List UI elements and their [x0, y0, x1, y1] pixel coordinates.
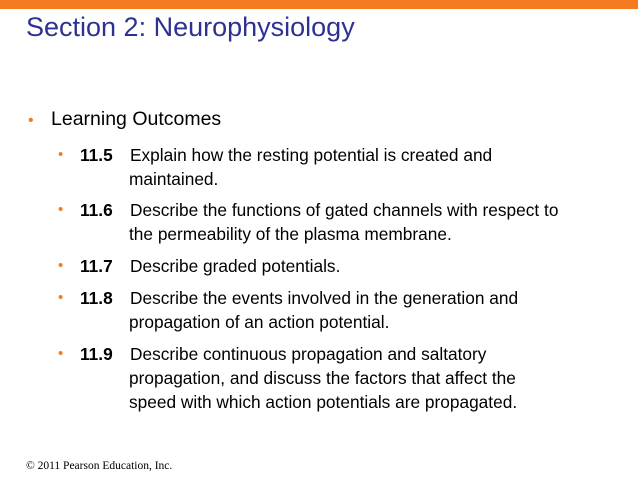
outcome-text-line: speed with which action potentials are propagated.	[129, 392, 518, 412]
outcome-item-11-6	[58, 198, 558, 246]
outcome-text-line: the permeability of the plasma membrane.	[129, 224, 452, 244]
outcome-number: 11.7	[80, 256, 113, 276]
outcome-item-11-7	[58, 254, 340, 278]
bullet-icon: •	[58, 345, 64, 362]
outcome-item-11-5	[58, 143, 492, 191]
heading-text: Learning Outcomes	[51, 108, 222, 130]
outcome-text-line: Describe the functions of gated channels with respect to	[130, 200, 559, 220]
outcome-text-line: propagation, and discuss the factors that affect the	[129, 368, 516, 388]
outcome-item-11-8	[58, 286, 518, 334]
outcome-item-11-9	[58, 342, 517, 414]
top-accent-bar	[0, 0, 638, 9]
outcome-number: 11.9	[80, 344, 113, 364]
copyright-footer: © 2011 Pearson Education, Inc.	[26, 460, 173, 472]
bullet-icon: •	[58, 146, 64, 163]
outcome-text-line: Explain how the resting potential is created and	[130, 145, 493, 165]
bullet-icon: •	[28, 112, 34, 129]
outcome-text-line: Describe continuous propagation and saltatory	[130, 344, 487, 364]
learning-outcomes-heading	[28, 106, 221, 134]
slide-title: Section 2: Neurophysiology	[26, 12, 355, 42]
outcome-number: 11.6	[80, 200, 113, 220]
outcome-text-line: propagation of an action potential.	[129, 312, 390, 332]
outcome-text-line: Describe the events involved in the generation and	[130, 288, 519, 308]
outcome-text-line: Describe graded potentials.	[130, 256, 341, 276]
bullet-icon: •	[58, 289, 64, 306]
outcome-number: 11.8	[80, 288, 113, 308]
bullet-icon: •	[58, 201, 64, 218]
outcome-text-line: maintained.	[129, 169, 219, 189]
bullet-icon: •	[58, 257, 64, 274]
outcome-number: 11.5	[80, 145, 113, 165]
